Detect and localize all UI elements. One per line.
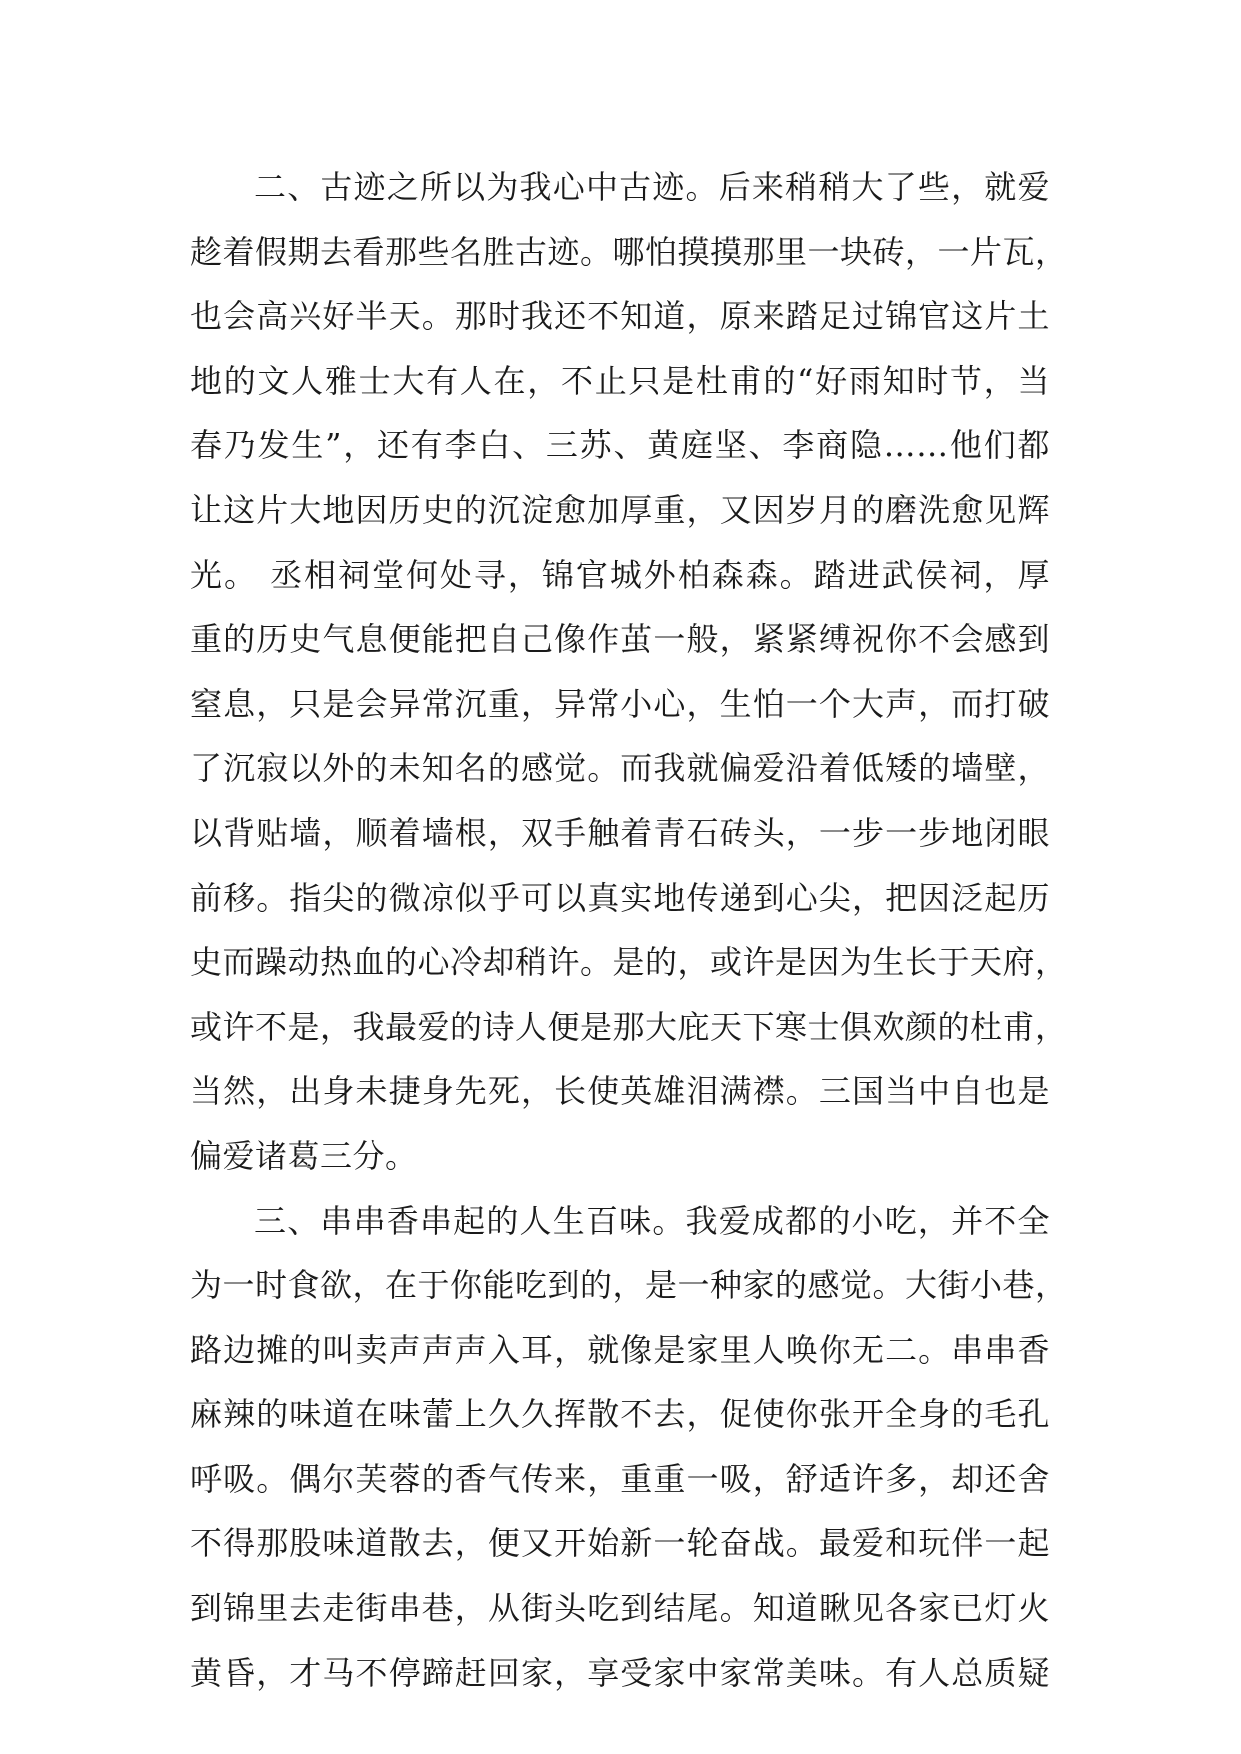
- paragraph-line: 以背贴墙，顺着墙根，双手触着青石砖头，一步一步地闭眼: [190, 813, 1050, 852]
- paragraph-line: 为一时食欲，在于你能吃到的，是一种家的感觉。大街小巷，: [190, 1266, 1068, 1305]
- paragraph-line: 三、串串香串起的人生百味。我爱成都的小吃，并不全: [254, 1201, 1050, 1240]
- paragraph-line: 不得那股味道散去，便又开始新一轮奋战。最爱和玩伴一起: [190, 1524, 1050, 1563]
- paragraph-line: 光。 丞相祠堂何处寻，锦官城外柏森森。踏进武侯祠，厚: [190, 555, 1050, 594]
- paragraph-line: 或许不是，我最爱的诗人便是那大庇天下寒士俱欢颜的杜甫，: [190, 1007, 1068, 1046]
- paragraph-line: 前移。指尖的微凉似乎可以真实地传递到心尖，把因泛起历: [190, 878, 1050, 917]
- paragraph-line: 当然，出身未捷身先死，长使英雄泪满襟。三国当中自也是: [190, 1072, 1050, 1111]
- paragraph-line: 史而躁动热血的心冷却稍许。是的，或许是因为生长于天府，: [190, 943, 1068, 982]
- paragraph-line: 趁着假期去看那些名胜古迹。哪怕摸摸那里一块砖，一片瓦，: [190, 232, 1068, 271]
- paragraph-line: 让这片大地因历史的沉淀愈加厚重，又因岁月的磨洗愈见辉: [190, 490, 1050, 529]
- paragraph-line: 黄昏，才马不停蹄赶回家，享受家中家常美味。有人总质疑: [190, 1653, 1050, 1692]
- paragraph-line: 重的历史气息便能把自己像作茧一般，紧紧缚祝你不会感到: [190, 620, 1050, 659]
- paragraph-line: 窒息，只是会异常沉重，异常小心，生怕一个大声，而打破: [190, 684, 1050, 723]
- paragraph-line: 了沉寂以外的未知名的感觉。而我就偏爱沿着低矮的墙壁，: [190, 749, 1050, 788]
- paragraph-line: 呼吸。偶尔芙蓉的香气传来，重重一吸，舒适许多，却还舍: [190, 1459, 1050, 1498]
- paragraph-line: 二、古迹之所以为我心中古迹。后来稍稍大了些，就爱: [254, 168, 1050, 206]
- paragraph-line: 也会高兴好半天。那时我还不知道，原来踏足过锦官这片土: [190, 297, 1050, 336]
- document-body: [190, 155, 1068, 1705]
- paragraph-line: 路边摊的叫卖声声声入耳，就像是家里人唤你无二。串串香: [190, 1330, 1050, 1369]
- paragraph-line: 麻辣的味道在味蕾上久久挥散不去，促使你张开全身的毛孔: [190, 1395, 1050, 1434]
- paragraph-line: 偏爱诸葛三分。: [190, 1136, 418, 1175]
- paragraph-line: 春乃发生”，还有李白、三苏、黄庭坚、李商隐……他们都: [190, 426, 1050, 465]
- paragraph-line: 地的文人雅士大有人在，不止只是杜甫的“好雨知时节，当: [190, 361, 1050, 400]
- paragraph-line: 到锦里去走街串巷，从街头吃到结尾。知道瞅见各家已灯火: [190, 1589, 1050, 1628]
